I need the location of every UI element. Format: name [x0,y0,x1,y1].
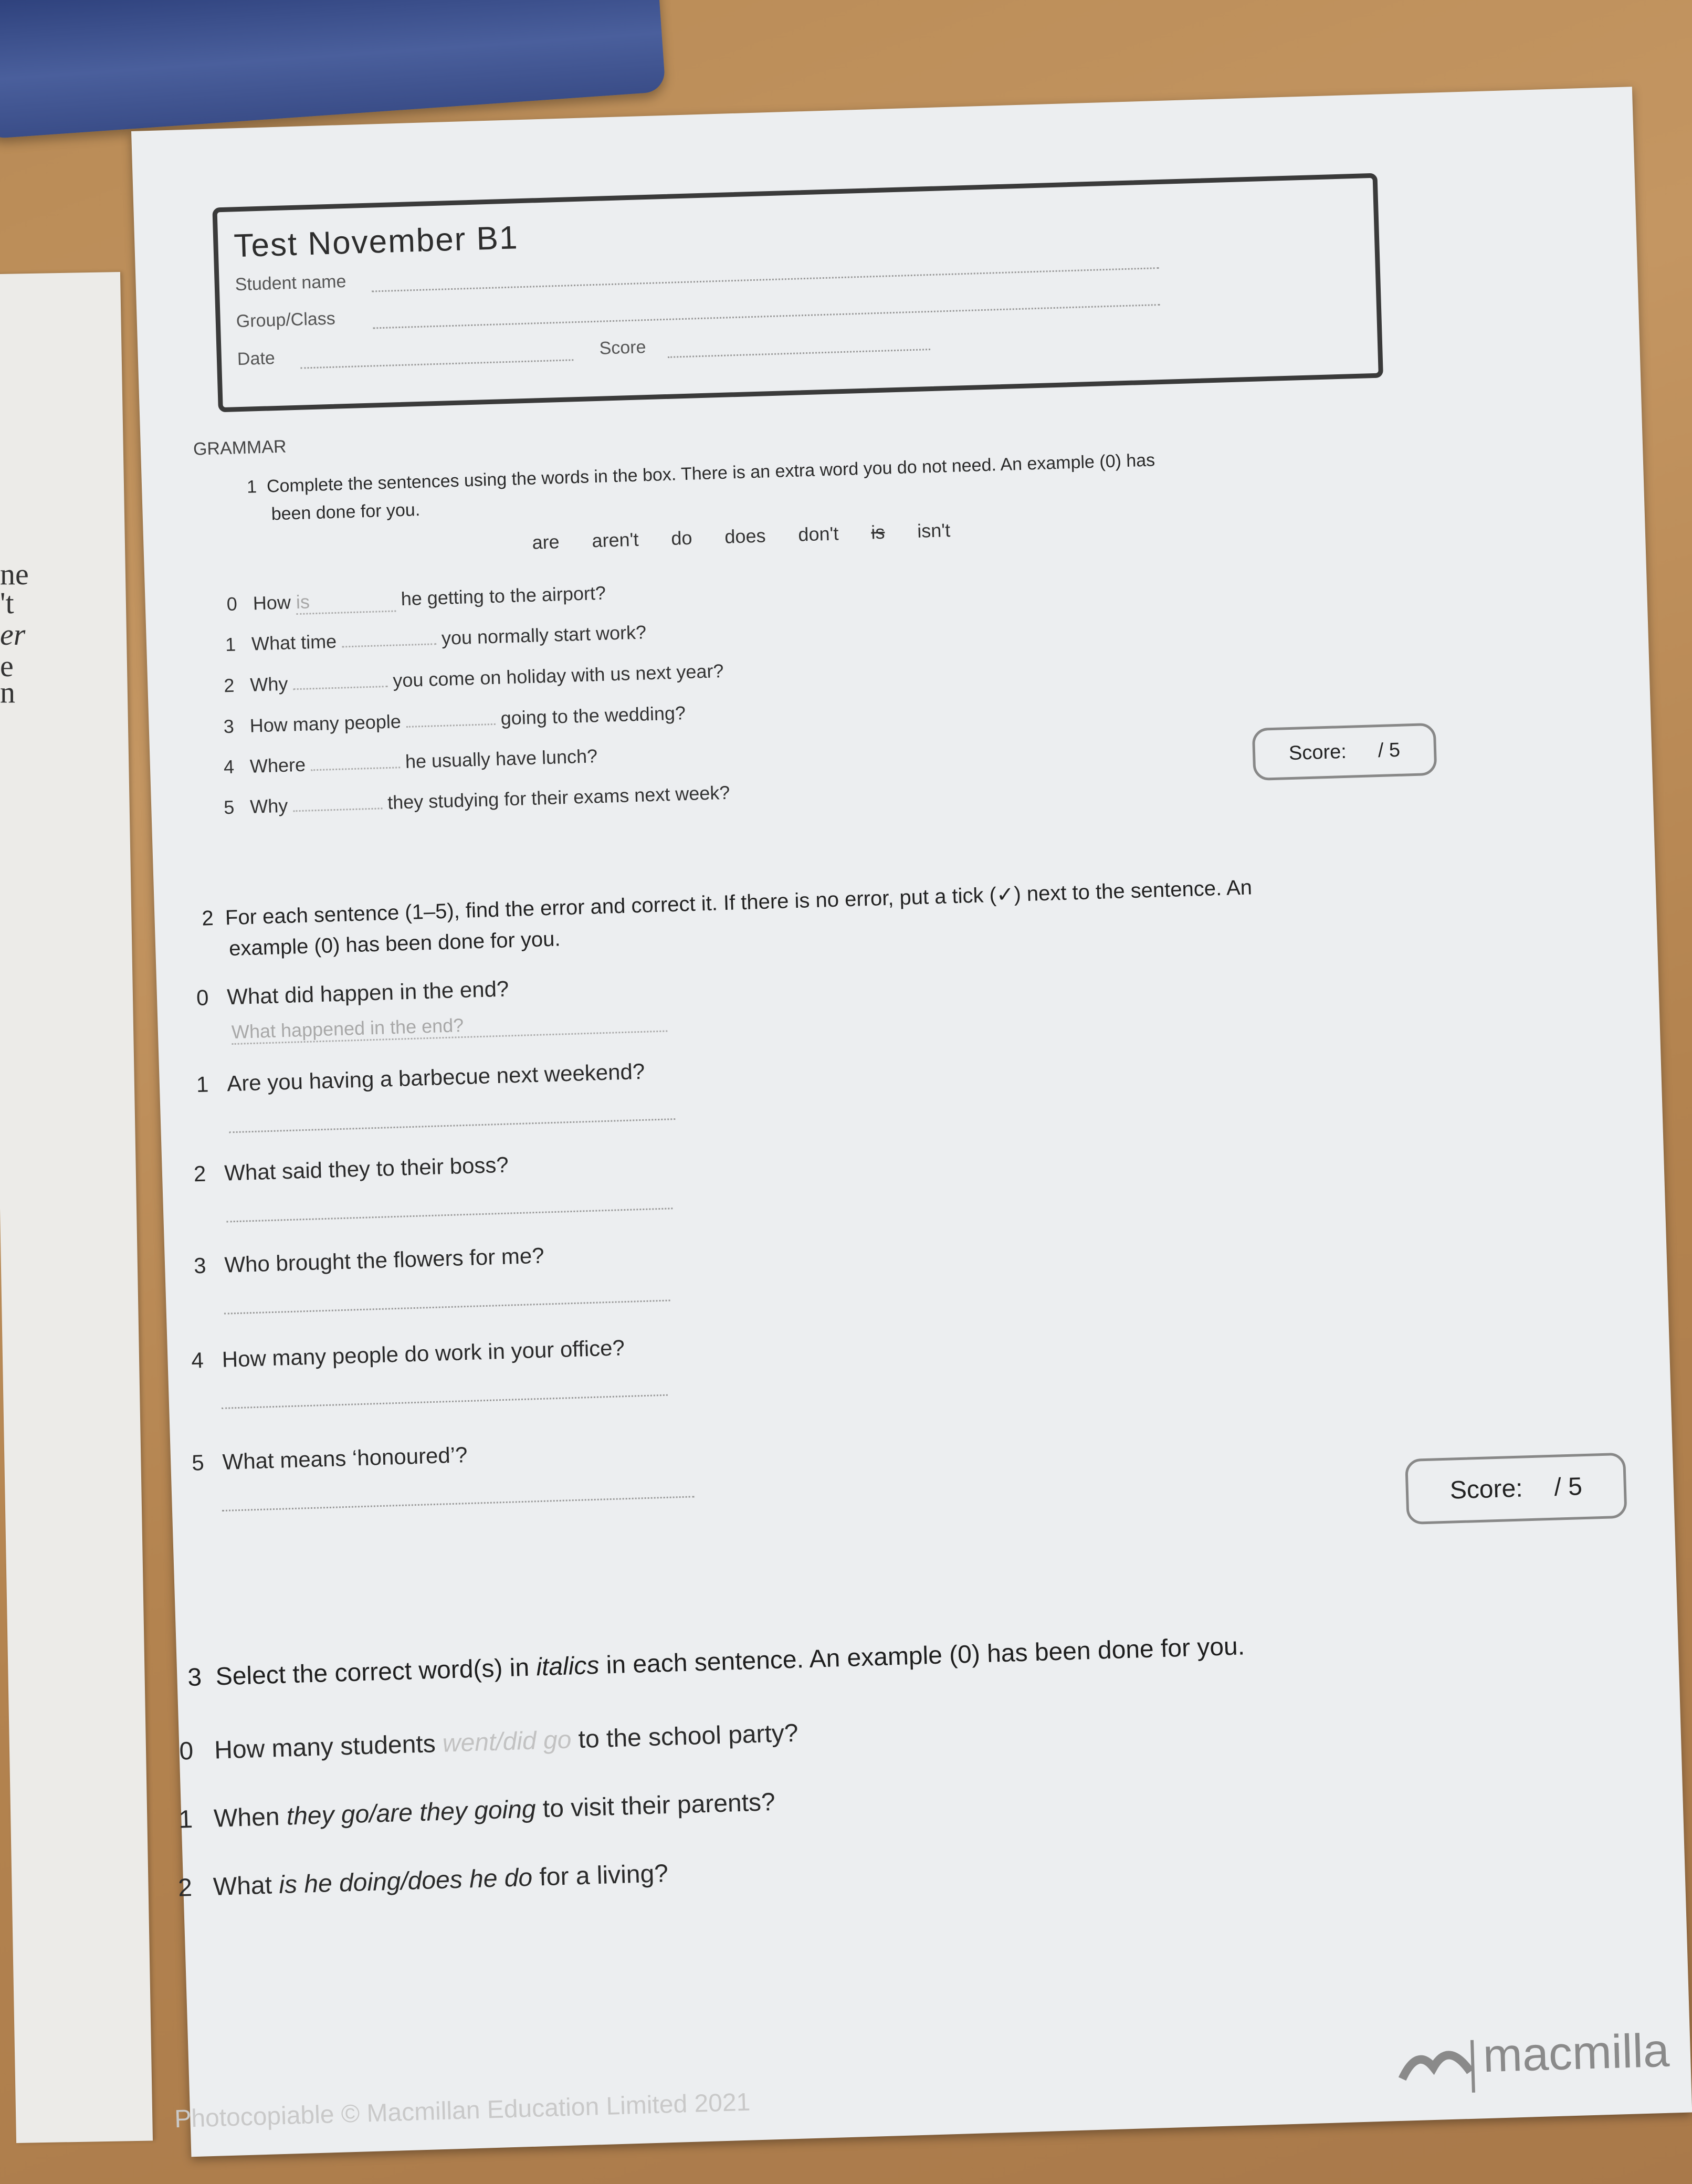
exercise2-item-2 [193,1152,509,1187]
item-text: Are you having a barbecue next weekend? [226,1058,645,1096]
side-fragment: e [0,649,14,683]
score-value: / 5 [1378,739,1401,762]
exercise2-item-4 [191,1335,625,1373]
item-number: 0 [178,1737,194,1766]
item-number: 2 [193,1161,207,1186]
footer-logo-text: macmilla [1482,2024,1670,2083]
word-box [532,519,951,554]
answer-blank[interactable] [311,766,400,771]
item-end: for a living? [539,1860,669,1892]
word-box-item: do [670,527,693,549]
item-number: 1 [178,1805,193,1834]
item-end: he usually have lunch? [405,745,598,773]
item-number: 0 [196,985,209,1011]
item-number: 2 [223,674,235,697]
item-number: 5 [191,1450,205,1475]
exercise1-item-5 [224,782,730,819]
exercise1-item-2 [224,660,724,697]
item-text: What did happen in the end? [226,976,509,1010]
item-start: Why [249,673,288,696]
item-end: you normally start work? [441,621,647,649]
student-name-label: Student name [235,271,346,295]
section-label: GRAMMAR [193,436,287,459]
exercise1-instruction [247,450,1155,497]
group-class-field[interactable] [373,304,1160,329]
answer-line[interactable] [224,1300,670,1315]
exercise2-item-3 [193,1243,544,1279]
instruction-part: Select the correct word(s) in [215,1653,530,1691]
item-number: 4 [223,755,235,778]
footer-copyright: Photocopiable © Macmillan Education Limited 2021 [174,2088,751,2134]
side-fragment: 't [0,586,14,620]
side-fragment: n [0,675,15,709]
answer-blank[interactable] [293,686,388,690]
item-options[interactable]: they go/are they going [286,1795,537,1831]
item-end: to the school party? [577,1719,799,1754]
exercise2-item-5 [192,1442,468,1476]
exercise3-item-0 [179,1719,798,1766]
exercise1-item-3 [223,702,686,738]
header-box [212,173,1383,413]
item-text: How many people do work in your office? [222,1335,625,1372]
item-number: 3 [223,715,235,738]
exercise2-score-box [1405,1453,1627,1525]
date-field[interactable] [300,359,573,369]
answer-line[interactable] [222,1394,668,1409]
item-text: What means ‘honoured’? [222,1442,468,1474]
side-fragment: er [0,617,26,652]
exercise2-item-1 [196,1059,645,1097]
test-sheet [131,87,1692,2157]
item-start: Why [249,794,288,817]
item-number: 1 [196,1072,209,1097]
exercise3-item-2 [177,1859,668,1903]
item-start: How many people [249,710,402,737]
item-end: to visit their parents? [542,1788,776,1823]
exercise3-instruction [187,1632,1245,1692]
exercise1-item-1 [225,621,646,656]
exercise2-instruction [202,875,1253,930]
item-start: What [213,1871,272,1901]
exercise1-instruction-line1: Complete the sentences using the words in the box. There is an extra word you do not need. An example (0) has [266,450,1155,497]
answer-line[interactable] [222,1496,695,1511]
score-label: Score: [1449,1474,1523,1505]
exercise3-item-1 [178,1788,776,1834]
exercise2-instruction-line2: example (0) has been done for you. [228,927,561,961]
macmillan-logo-icon [1396,2035,1476,2095]
exercise1-item-4 [223,745,597,778]
test-title: Test November B1 [233,219,519,265]
score-value: / 5 [1553,1473,1583,1502]
exercise1-item-0 [226,582,606,617]
item-start: Where [249,753,306,777]
exercise1-score-box [1252,723,1437,781]
group-class-label: Group/Class [236,308,336,332]
exercise1-number: 1 [246,477,257,497]
item-start: What time [251,630,337,655]
word-box-item: does [724,524,766,548]
answer-blank[interactable] [293,807,383,812]
student-name-field[interactable] [372,267,1159,292]
score-label: Score [599,337,647,359]
item-number: 3 [193,1253,207,1278]
word-box-item-used: is [870,521,885,543]
item-text: Who brought the flowers for me? [224,1243,545,1277]
side-paper [0,272,153,2143]
date-label: Date [237,348,276,370]
answer-blank[interactable] [342,643,436,647]
word-box-item: are [531,531,560,553]
item-start: When [213,1803,280,1833]
example-answer: What happened in the end? [231,1008,667,1045]
item-start: How many students [214,1730,436,1765]
item-number: 5 [223,796,235,818]
exercise2-item-0 [196,976,509,1011]
item-number: 2 [177,1874,193,1902]
item-end: you come on holiday with us next year? [392,659,724,691]
exercise2-instruction-line1: For each sentence (1–5), find the error and correct it. If there is no error, put a tick (✓) next to the sentence. An [225,876,1253,930]
answer-line[interactable] [227,1208,673,1222]
item-options: went/did go [442,1726,572,1758]
exercise1-instruction-line2: been done for you. [271,500,421,524]
item-number: 1 [225,633,236,656]
instruction-part: in each sentence. An example (0) has been done for you. [605,1632,1245,1679]
score-field[interactable] [668,349,930,358]
answer-line[interactable] [229,1118,676,1133]
side-fragment: ne [0,557,29,591]
exercise3-number: 3 [187,1663,202,1692]
word-box-item: don't [797,522,839,545]
item-options[interactable]: is he doing/does he do [278,1863,533,1899]
item-number: 4 [191,1347,204,1373]
answer-blank[interactable] [406,723,496,728]
item-end: they studying for their exams next week? [387,781,730,814]
item-end: he getting to the airport? [401,582,606,610]
instruction-italic: italics [535,1651,600,1682]
item-text: What said they to their boss? [224,1152,509,1185]
exercise2-number: 2 [201,907,214,930]
word-box-item: aren't [591,528,639,552]
example-answer: is [296,588,396,615]
item-start: How [253,591,291,614]
word-box-item: isn't [917,519,951,542]
item-number: 0 [226,593,238,615]
item-end: going to the wedding? [500,702,686,729]
score-label: Score: [1288,740,1347,764]
